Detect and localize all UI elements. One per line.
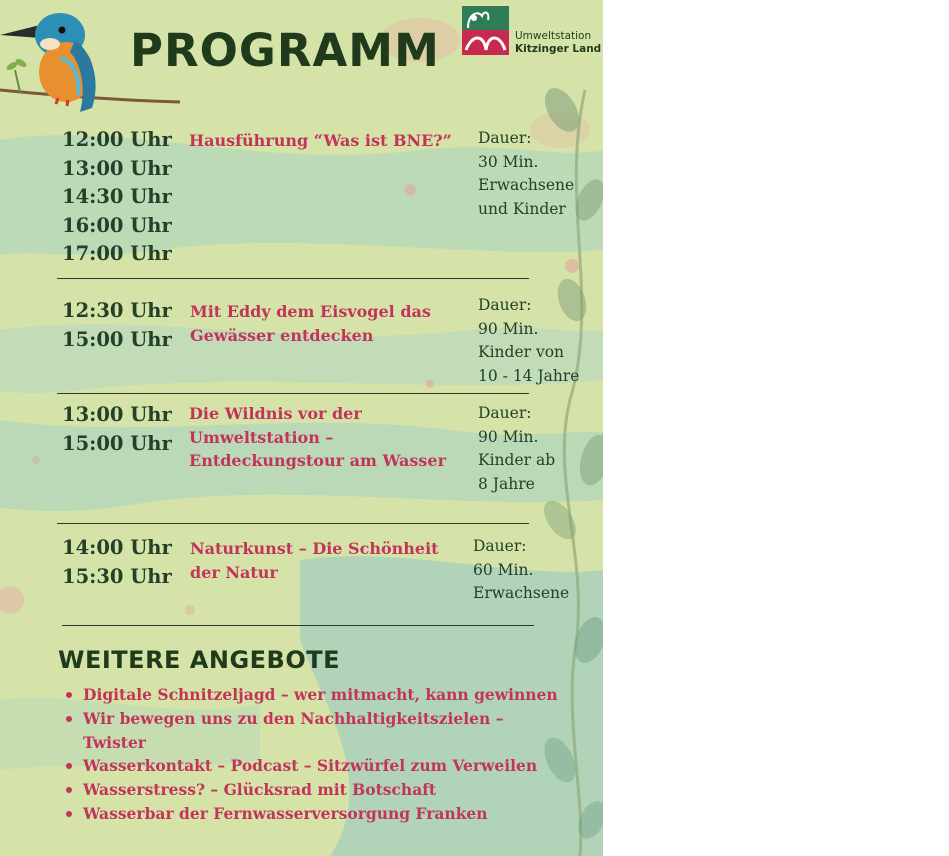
detail-line: 60 Min.	[473, 560, 534, 579]
event-title-line: Entdeckungstour am Wasser	[189, 451, 447, 470]
bullet-icon	[66, 787, 72, 793]
umweltstation-logo	[462, 6, 509, 55]
list-item: Wir bewegen uns zu den Nachhaltigkeitszielen –	[60, 707, 558, 731]
program-1-times	[62, 126, 172, 269]
program-2-details	[478, 294, 579, 388]
program-2-title	[190, 300, 431, 347]
event-title-line: Umweltstation –	[189, 427, 334, 447]
bullet-icon	[66, 716, 72, 722]
time-slot: 14:30 Uhr	[62, 185, 172, 208]
event-title-line: der Natur	[190, 562, 278, 582]
detail-line: Kinder von	[478, 343, 565, 362]
detail-line: Kinder ab	[478, 451, 556, 470]
logo-text	[515, 30, 601, 56]
list-item-continuation: Twister	[83, 732, 146, 752]
event-title-line: Gewässer entdecken	[190, 325, 374, 345]
time-slot: 16:00 Uhr	[62, 213, 172, 237]
program-4-details	[473, 535, 569, 606]
logo-line1: Umweltstation	[515, 30, 592, 42]
list-item: Wasserbar der Fernwasserversorgung Franken	[60, 802, 558, 826]
detail-line: 90 Min.	[478, 319, 539, 338]
time-slot: 14:00 Uhr	[62, 536, 172, 559]
divider	[62, 625, 534, 626]
bullet-icon	[66, 763, 72, 769]
divider	[57, 393, 529, 394]
detail-line: 8 Jahre	[478, 474, 535, 493]
divider	[57, 523, 529, 524]
time-slot: 12:00 Uhr	[62, 128, 172, 151]
time-slot: 17:00 Uhr	[62, 242, 172, 265]
detail-line: und Kinder	[478, 199, 566, 218]
bullet-icon	[66, 692, 72, 698]
detail-line: 10 - 14 Jahre	[478, 366, 580, 385]
time-slot: 13:00 Uhr	[62, 403, 172, 426]
list-item: Wasserstress? – Glücksrad mit Botschaft	[60, 778, 558, 802]
detail-line: Dauer:	[478, 296, 532, 314]
time-slot: 15:00 Uhr	[62, 327, 172, 351]
program-3-details	[478, 402, 555, 496]
bullet-icon	[66, 811, 72, 817]
list-item: Wasserkontakt – Podcast – Sitzwürfel zum Verweilen	[60, 754, 558, 778]
time-slot: 13:00 Uhr	[62, 156, 172, 180]
program-3-title	[189, 402, 446, 473]
detail-line: Erwachsene	[473, 584, 570, 603]
program-4-title	[190, 537, 439, 584]
detail-line: Dauer:	[478, 129, 532, 147]
event-title-line: Naturkunst – Die Schönheit	[190, 539, 439, 558]
program-2-times	[62, 297, 172, 354]
detail-line: Dauer:	[473, 537, 527, 555]
divider	[57, 278, 529, 279]
program-1-title	[189, 129, 452, 153]
further-offers-list	[60, 683, 558, 826]
detail-line: Dauer:	[478, 404, 532, 422]
event-title-line: Die Wildnis vor der	[189, 404, 362, 423]
further-offers-heading: WEITERE ANGEBOTE	[58, 646, 341, 674]
event-title-line: Hausführung “Was ist BNE?”	[189, 131, 452, 150]
time-slot: 12:30 Uhr	[62, 299, 172, 322]
event-title-line: Mit Eddy dem Eisvogel das	[190, 302, 431, 321]
page-title: PROGRAMM	[130, 24, 440, 77]
detail-line: 30 Min.	[478, 152, 539, 171]
list-item: Digitale Schnitzeljagd – wer mitmacht, kann gewinnen	[60, 683, 558, 707]
program-1-details	[478, 127, 574, 221]
logo-line2: Kitzinger Land	[515, 43, 602, 55]
program-4-times	[62, 534, 172, 591]
detail-line: Erwachsene	[478, 176, 575, 195]
time-slot: 15:00 Uhr	[62, 431, 172, 455]
program-3-times	[62, 401, 172, 458]
time-slot: 15:30 Uhr	[62, 564, 172, 588]
detail-line: 90 Min.	[478, 427, 539, 446]
